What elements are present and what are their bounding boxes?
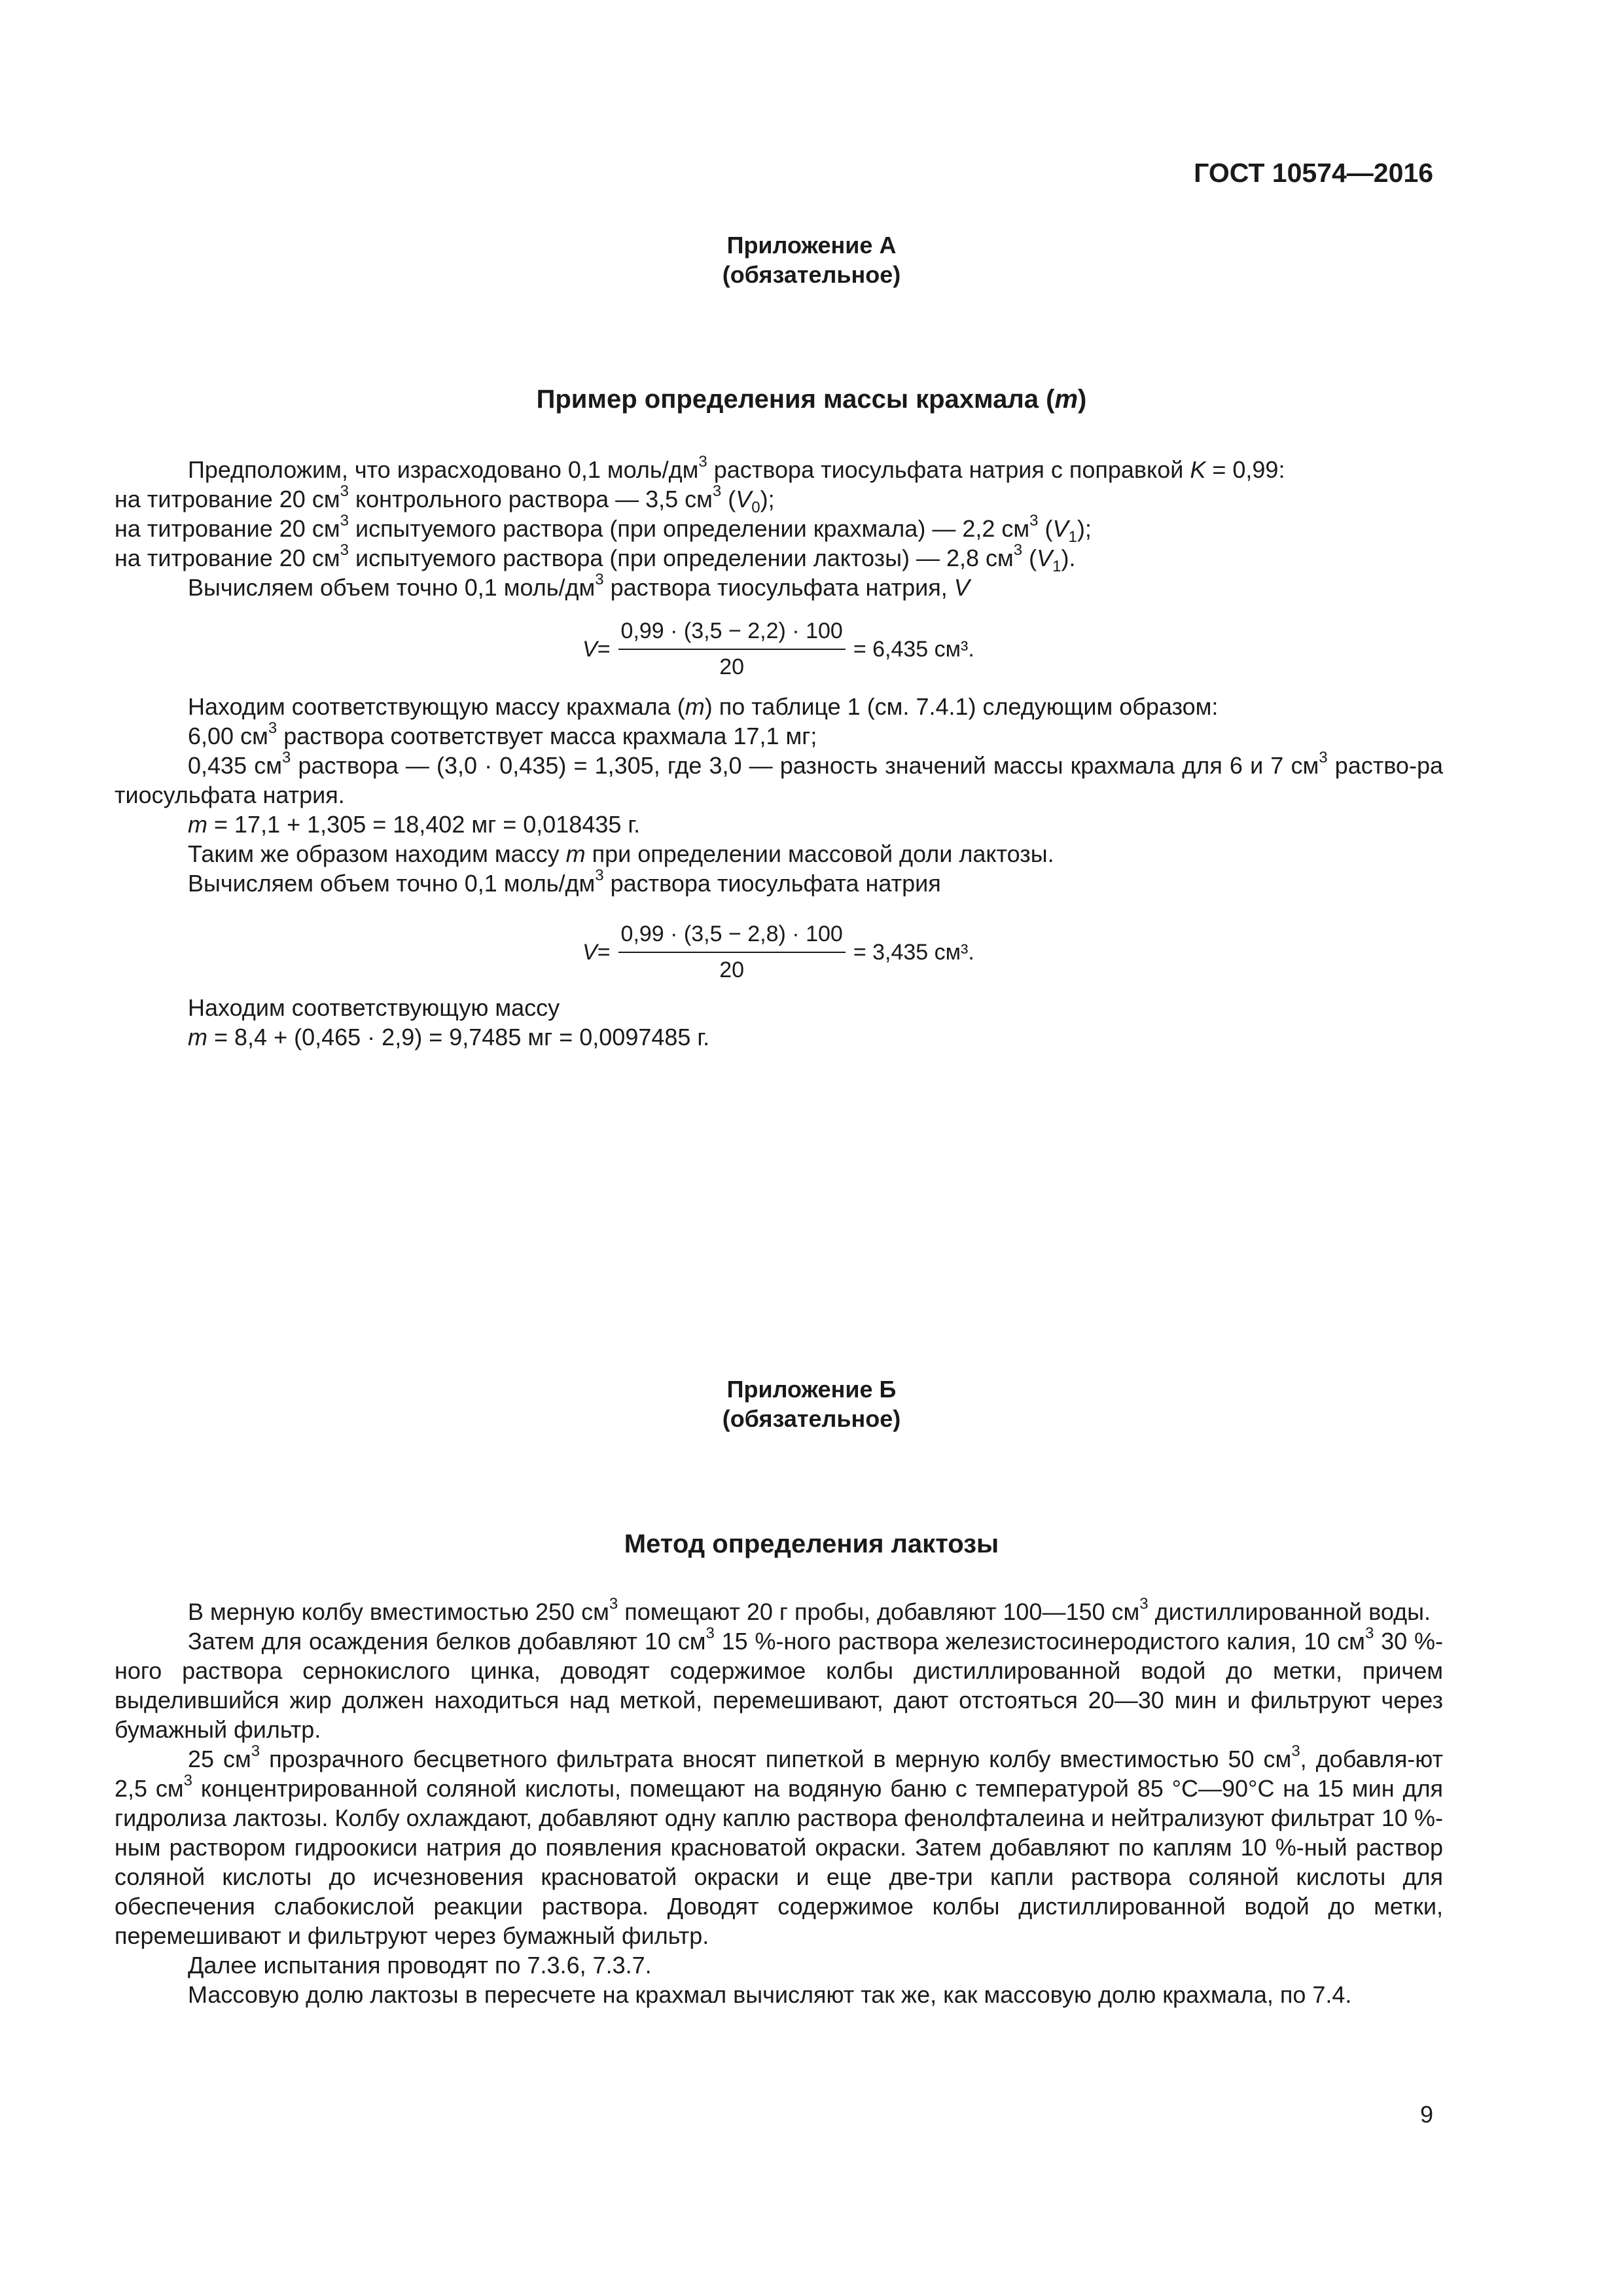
line-compute-volume: Вычисляем объем точно 0,1 моль/$дм^3$ раствора тиосульфата натрия, V (188, 571, 970, 601)
line-compute-volume-2: Вычисляем объем точно 0,1 моль/$дм^3$ раствора тиосульфата натрия (188, 867, 941, 897)
appendix-b-heading: Метод определения лактозы (624, 1530, 999, 1558)
appendix-a-intro (115, 455, 1443, 602)
appendix-a-heading: Пример определения массы крахмала (m) (536, 385, 1087, 414)
line-difference: 0,435 $см^3$ раствора — (3,0 · 0,435) = 1,305, где 3,0 — разность значений массы крахмала для 6 и 7 $см^3$ раство-ра тиосульфата натрия. (115, 749, 1443, 808)
formula-volume-lactose: V = $\frac{0,99 \cdot (3,5 - 2,8) \cdot 100}{20}$ = 3,435 см³. (582, 920, 974, 985)
paragraph-2: Затем для осаждения белков добавляют 10 $см^3$ 15 %-ного раствора железистосинеродистого калия, 10 $см^3$ 30 %-ного раствора сернокислого цинка, доводят содержимое колбы дистиллированной водой до метки, причем выделившийся жир должен находиться над меткой, перемешивают, дают отстояться 20—30 мин и фильтруют через бумажный фильтр. (115, 1624, 1444, 1743)
appendix-a-mass (115, 692, 1443, 898)
paragraph-3: 25 $см^3$ прозрачного бесцветного фильтрата вносят пипеткой в мерную колбу вместимостью 50 $см^3$, добавля-ют 2,5 $см^3$ концентрированной соляной кислоты, помещают на водяную баню с температурой 85 °С—90°С на 15 мин для гидролиза лактозы. Колбу охлаждают, добавляют одну каплю раствора фенолфталеина и нейтрализуют фильтрат 10 %-ным раствором гидроокиси натрия до появления красноватой окраски. Затем добавляют по каплям 10 %-ный раствор соляной кислоты до исчезновения красноватой окраски и еще две-три капли раствора соляной кислоты для обеспечения слабокислой реакции раствора. Доводят содержимое колбы дистиллированной водой до метки, перемешивают и фильтруют через бумажный фильтр. (115, 1742, 1443, 1949)
line-control: на титрование 20 $см^3$ контрольного раствора — 3,5 $см^3$ $(V_0)$; (115, 482, 775, 517)
formula-volume-starch: V = $\frac{0,99 \cdot (3,5 - 2,2) \cdot 100}{20}$ = 6,435 см³. (582, 617, 974, 682)
line-mass-result-2: m = 8,4 + (0,465 · 2,9) = 9,7485 мг = 0,0097485 г. (188, 1024, 710, 1050)
paragraph-5: Массовую долю лактозы в пересчете на крахмал вычисляют так же, как массовую долю крахмала, по 7.4. (188, 1981, 1352, 2008)
appendix-a-final (115, 993, 1443, 1052)
line-reagent: Предположим, что израсходовано 0,1 моль/$дм^3$ раствора тиосульфата натрия с поправкой K = 0,99: (188, 453, 1285, 483)
appendix-b-body (115, 1597, 1443, 2009)
appendix-b-status: (обязательное) (722, 1405, 901, 1432)
line-lactose: на титрование 20 $см^3$ испытуемого раствора (при определении лактозы) — 2,8 $см^3$ $(V_1)$. (115, 541, 1076, 576)
line-mass-result: m = 17,1 + 1,305 = 18,402 мг = 0,018435 г. (188, 811, 641, 838)
line-find-mass: Находим соответствующую массу крахмала (m) по таблице 1 (см. 7.4.1) следующим образом: (188, 693, 1219, 720)
document-code: ГОСТ 10574—2016 (1194, 158, 1433, 188)
line-same-way: Таким же образом находим массу m при определении массовой доли лактозы. (188, 840, 1054, 867)
appendix-b-label: Приложение Б (726, 1376, 897, 1403)
page-number: 9 (1419, 2101, 1433, 2128)
appendix-a-title (0, 230, 1623, 289)
line-find-mass-2: Находим соответствующую массу (188, 994, 560, 1021)
fraction: $\frac{0,99 \cdot (3,5 - 2,2) \cdot 100}{20}$ (618, 617, 846, 682)
line-six: 6,00 $см^3$ раствора соответствует масса крахмала 17,1 мг; (188, 719, 817, 749)
appendix-a-status: (обязательное) (722, 261, 901, 288)
appendix-b-title (0, 1374, 1623, 1433)
fraction: $\frac{0,99 \cdot (3,5 - 2,8) \cdot 100}{20}$ (618, 920, 846, 985)
paragraph-4: Далее испытания проводят по 7.3.6, 7.3.7. (188, 1952, 652, 1979)
paragraph-1: В мерную колбу вместимостью 250 $см^3$ помещают 20 г пробы, добавляют 100—150 $см^3$ дистиллированной воды. (188, 1595, 1431, 1625)
appendix-a-label: Приложение А (726, 232, 897, 259)
line-starch: на титрование 20 $см^3$ испытуемого раствора (при определении крахмала) — 2,2 $см^3$ $(V_1)$; (115, 512, 1092, 547)
